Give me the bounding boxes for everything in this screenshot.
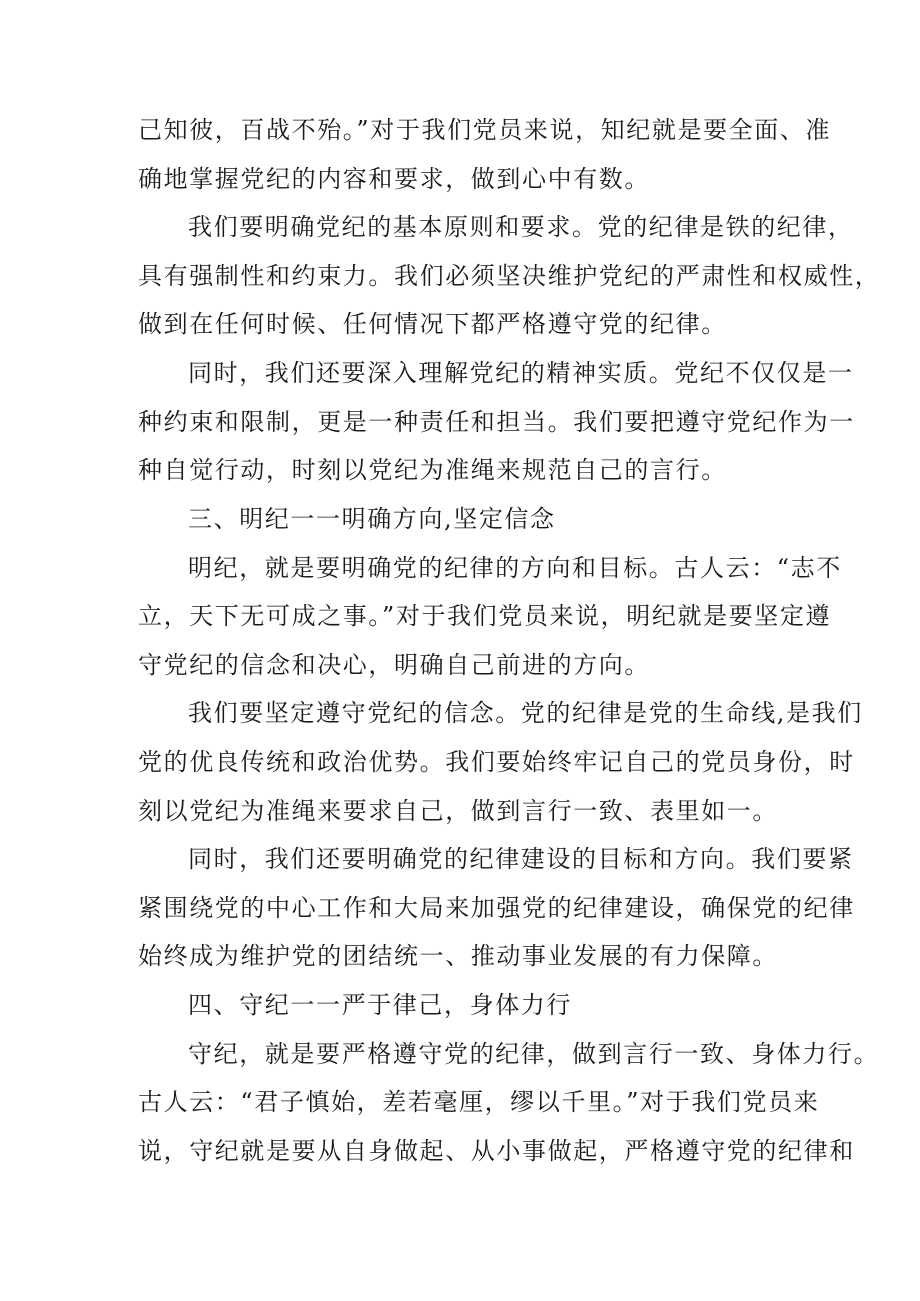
text-line-11: 立，天下无可成之事。”对于我们党员来说，明纪就是要坚定遵	[138, 602, 832, 630]
section-heading-4: 四、守纪一一严于律己，身体力行	[188, 991, 572, 1019]
paragraph-start-line: 我们要坚定遵守党纪的信念。党的纪律是党的生命线,是我们	[188, 699, 863, 727]
text-line-14: 党的优良传统和政治优势。我们要始终牢记自己的党员身份，时	[138, 748, 855, 776]
paragraph-start-line: 明纪，就是要明确党的纪律的方向和目标。古人云：“志不	[188, 554, 842, 582]
text-line-12: 守党纪的信念和决心，明确自己前进的方向。	[138, 651, 650, 679]
paragraph-start-line: 同时，我们还要明确党的纪律建设的目标和方向。我们要紧	[188, 845, 854, 873]
text-line-22: 说，守纪就是要从自身做起、从小事做起，严格遵守党的纪律和	[138, 1137, 855, 1165]
text-line-4: 具有强制性和约束力。我们必须坚决维护党纪的严肃性和权威性，	[138, 262, 881, 290]
text-line-2: 确地掌握党纪的内容和要求，做到心中有数。	[138, 165, 650, 193]
text-line-18: 始终成为维护党的团结统一、推动事业发展的有力保障。	[138, 942, 778, 970]
paragraph-start-line: 守纪，就是要严格遵守党的纪律，做到言行一致、身体力行。	[188, 1040, 880, 1068]
text-line-8: 种自觉行动，时刻以党纪为准绳来规范自己的言行。	[138, 456, 727, 484]
section-heading-3: 三、明纪一一明确方向,坚定信念	[188, 505, 556, 533]
text-line-17: 紧围绕党的中心工作和大局来加强党的纪律建设，确保党的纪律	[138, 894, 855, 922]
text-line-15: 刻以党纪为准绳来要求自己，做到言行一致、表里如一。	[138, 797, 778, 825]
paragraph-start-line: 我们要明确党纪的基本原则和要求。党的纪律是铁的纪律，	[188, 213, 854, 241]
text-line-1: 己知彼，百战不殆。”对于我们党员来说，知纪就是要全面、准	[138, 116, 832, 144]
text-line-21: 古人云：“君子慎始，差若毫厘，缪以千里。”对于我们党员来	[138, 1088, 820, 1116]
text-line-5: 做到在任何时候、任何情况下都严格遵守党的纪律。	[138, 310, 727, 338]
text-line-7: 种约束和限制，更是一种责任和担当。我们要把遵守党纪作为一	[138, 408, 855, 436]
paragraph-start-line: 同时，我们还要深入理解党纪的精神实质。党纪不仅仅是一	[188, 359, 854, 387]
